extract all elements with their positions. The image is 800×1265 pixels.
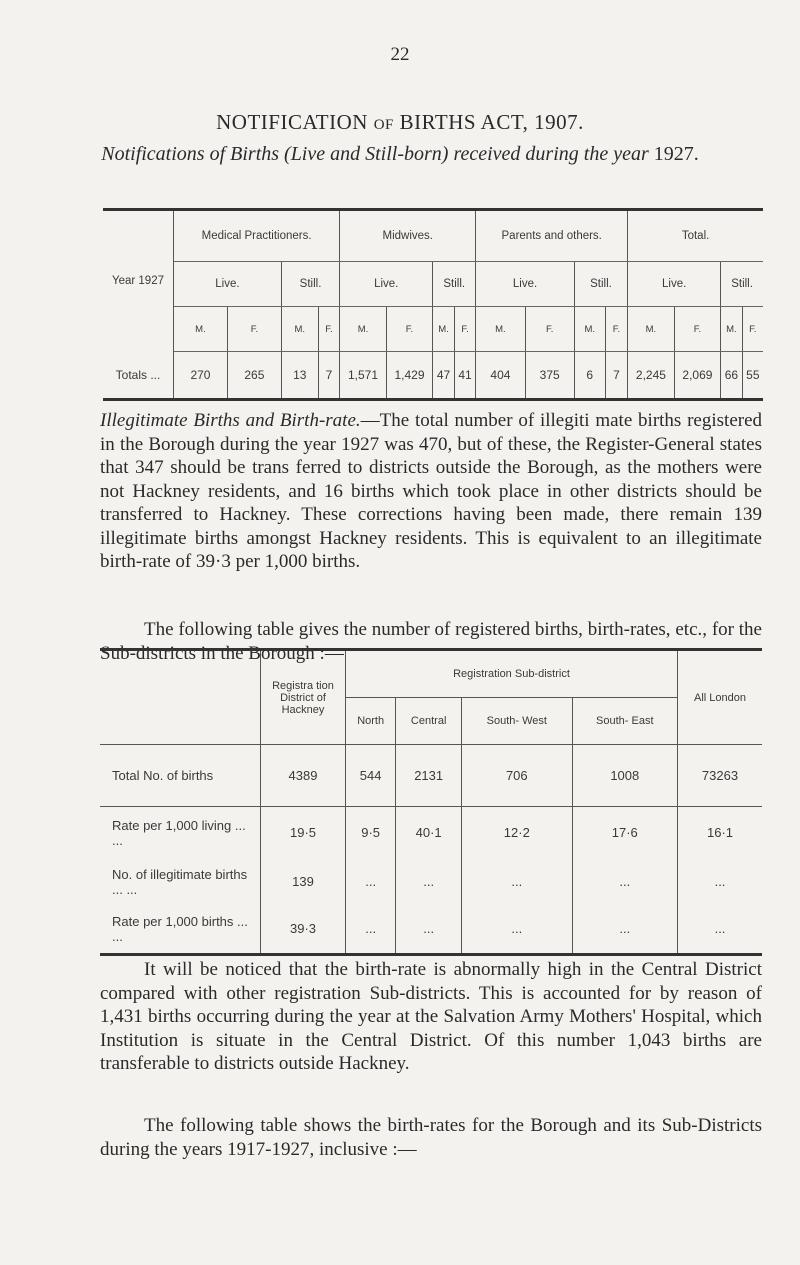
- year-header: Year 1927: [103, 210, 174, 352]
- sex-header-m: M.: [433, 307, 455, 352]
- row-label: No. of illegitimate births ... ...: [112, 866, 248, 897]
- title-part-2: BIRTHS ACT, 1907.: [393, 110, 584, 134]
- still-header: Still.: [433, 262, 476, 307]
- row-label: Rate per 1,000 living ... ...: [112, 817, 246, 848]
- sex-header-f: F.: [525, 307, 574, 352]
- table-row: [100, 807, 762, 859]
- totals-cell: 375: [525, 352, 574, 400]
- sex-header-m: M.: [628, 307, 675, 352]
- totals-cell: 2,069: [674, 352, 721, 400]
- totals-label: Totals ...: [103, 352, 174, 400]
- illegitimate-paragraph: [100, 409, 762, 574]
- row-cell: 19·5: [261, 807, 346, 859]
- totals-cell: 1,429: [386, 352, 433, 400]
- row-cell: 16·1: [678, 807, 763, 859]
- live-header: Live.: [476, 262, 575, 307]
- totals-cell: 6: [574, 352, 605, 400]
- row-cell: 706: [462, 745, 573, 807]
- sex-header-f: F.: [742, 307, 763, 352]
- row-cell: ...: [346, 859, 396, 905]
- group-header-midwives: Midwives.: [340, 210, 476, 262]
- sex-header-f: F.: [227, 307, 281, 352]
- live-header: Live.: [628, 262, 721, 307]
- totals-cell: 55: [742, 352, 763, 400]
- totals-cell: 7: [318, 352, 340, 400]
- totals-cell: 270: [190, 368, 211, 382]
- totals-cell: 13: [281, 352, 318, 400]
- page-subtitle: [100, 140, 700, 168]
- totals-cell: 265: [227, 352, 281, 400]
- row-cell: 4389: [261, 745, 346, 807]
- live-header: Live.: [340, 262, 433, 307]
- row-cell: ...: [678, 859, 763, 905]
- page-number: 22: [390, 44, 410, 65]
- row-cell: ...: [572, 859, 677, 905]
- following-table-paragraph: The following table gives the number of registered births, birth-rates, etc., for the Sub-districts in the Borough :—: [100, 619, 762, 664]
- table-row: [100, 745, 762, 807]
- row-cell: ...: [346, 905, 396, 955]
- row-cell: 139: [261, 859, 346, 905]
- sex-header-m: M.: [721, 307, 743, 352]
- totals-cell: 47: [433, 352, 455, 400]
- row-label: Total No. of births: [100, 745, 261, 807]
- totals-cell: 7: [605, 352, 627, 400]
- illegitimate-body: —The total number of illegiti mate births registered in the Borough during the year 1927 was 470, but of these, the Register-General states that 347 should be trans ferred to districts outside the Borough, as the mothers were not Hackney residents, and 16 births which took place in other districts should be transferred to Hackney. These corrections having been made, there remain 139 illegitimate births amongst Hackney residents. This is equivalent to an illegitimate birth-rate of 39·3 per 1,000 births.: [100, 410, 763, 572]
- page-title: [0, 110, 800, 135]
- sex-header-f: F.: [605, 307, 627, 352]
- sex-header-f: F.: [454, 307, 476, 352]
- totals-cell: 66: [721, 352, 743, 400]
- sex-header-m: M.: [281, 307, 318, 352]
- subtitle-year: 1927.: [653, 143, 699, 165]
- group-header-parents: Parents and others.: [476, 210, 628, 262]
- row-label: Rate per 1,000 births ... ...: [112, 913, 248, 944]
- totals-cell: 404: [476, 352, 525, 400]
- all-london-header: All London: [678, 650, 763, 745]
- row-cell: 17·6: [572, 807, 677, 859]
- registration-district-header: Registra tion District of Hackney: [261, 650, 346, 745]
- row-cell: ...: [572, 905, 677, 955]
- row-cell: 2131: [396, 745, 462, 807]
- still-header: Still.: [574, 262, 627, 307]
- subcol-south-west: South- West: [462, 698, 573, 745]
- row-cell: 1008: [572, 745, 677, 807]
- sex-header-m: M.: [174, 307, 228, 352]
- illegitimate-heading: Illegitimate Births and Birth-rate.: [100, 410, 361, 431]
- sex-header-m: M.: [340, 307, 387, 352]
- blank-header: [100, 650, 261, 745]
- group-header-total: Total.: [628, 210, 763, 262]
- table-row: [100, 859, 762, 905]
- subcol-north: North: [346, 698, 396, 745]
- subdistrict-table: [100, 648, 762, 956]
- sex-header-f: F.: [318, 307, 340, 352]
- totals-cell: 2,245: [628, 352, 675, 400]
- sex-header-m: M.: [574, 307, 605, 352]
- subcol-central: Central: [396, 698, 462, 745]
- subdistrict-header: Registration Sub-district: [346, 650, 678, 698]
- title-part-1: NOTIFICATION: [216, 110, 374, 134]
- sex-header-f: F.: [674, 307, 721, 352]
- still-header: Still.: [721, 262, 763, 307]
- row-cell: 12·2: [462, 807, 573, 859]
- subcol-south-east: South- East: [572, 698, 677, 745]
- live-header: Live.: [174, 262, 282, 307]
- row-cell: ...: [396, 905, 462, 955]
- row-cell: 73263: [678, 745, 763, 807]
- subtitle-text: Notifications of Births (Live and Still-born) received during the year: [101, 143, 654, 165]
- table-row: [100, 905, 762, 955]
- totals-cell: 1,571: [340, 352, 387, 400]
- row-cell: 9·5: [346, 807, 396, 859]
- row-cell: 40·1: [396, 807, 462, 859]
- central-district-paragraph: It will be noticed that the birth-rate is abnormally high in the Central District compared with other registration Sub-districts. This is accounted for by reason of 1,431 births occurring during the year at the Salvation Army Mothers' Hospital, which Institution is situate in the Central District. Of this number 1,043 births are transferable to districts outside Hackney.: [100, 959, 762, 1074]
- sex-header-f: F.: [386, 307, 433, 352]
- totals-row: [103, 352, 763, 400]
- sex-header-m: M.: [476, 307, 525, 352]
- row-cell: ...: [462, 859, 573, 905]
- row-cell: ...: [462, 905, 573, 955]
- still-header: Still.: [281, 262, 339, 307]
- closing-paragraph: The following table shows the birth-rates for the Borough and its Sub-Districts during the years 1917-1927, inclusive :—: [100, 1115, 762, 1160]
- notifications-table: [103, 208, 763, 401]
- row-cell: ...: [678, 905, 763, 955]
- group-header-medical: Medical Practitioners.: [174, 210, 340, 262]
- row-cell: ...: [396, 859, 462, 905]
- row-cell: 39·3: [261, 905, 346, 955]
- row-cell: 544: [346, 745, 396, 807]
- totals-cell: 41: [454, 352, 476, 400]
- title-of: OF: [373, 117, 394, 133]
